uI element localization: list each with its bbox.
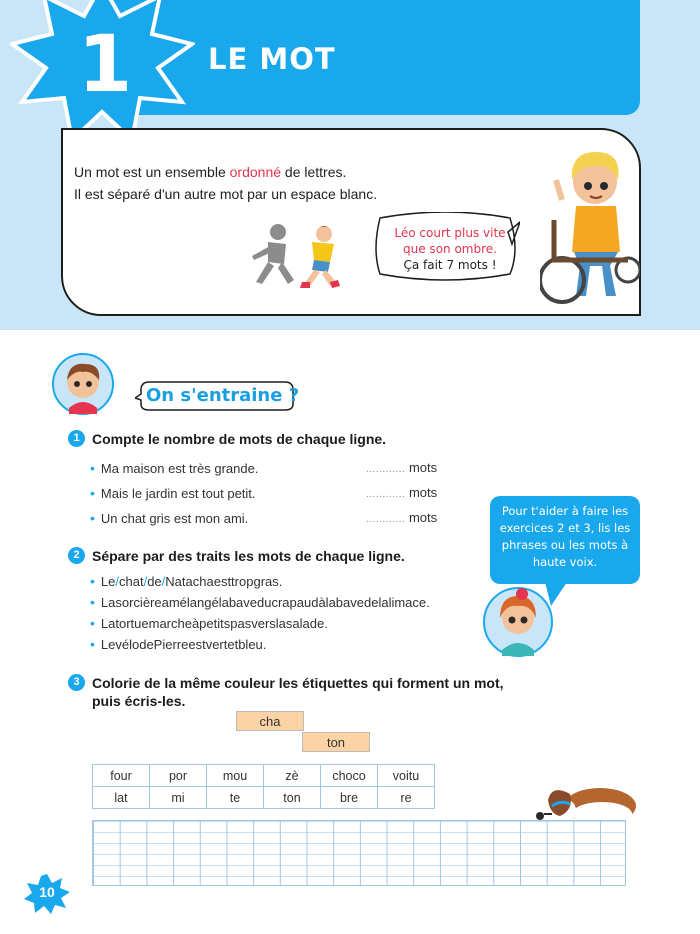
page-number: 10 (39, 884, 55, 900)
boy-wheelchair-illustration (540, 140, 640, 310)
speech-text: Léo court plus vite que son ombre. Ça fait 7 mots ! (394, 226, 506, 272)
syllable-tag[interactable]: voitu (378, 765, 435, 787)
syllable-tag[interactable]: mi (150, 787, 207, 809)
definition-line-1: Un mot est un ensemble ordonné de lettres. (74, 164, 347, 180)
syllable-tag[interactable]: bre (321, 787, 378, 809)
exercise-2-example: • Le/chat/de/Natachaesttropgras. (90, 573, 283, 589)
exercise-1-answer[interactable]: ............ mots (366, 485, 438, 500)
exercise-2-item[interactable]: • Latortuemarcheàpetitspasverslasalade. (90, 615, 328, 631)
exercise-2-item[interactable]: • LevélodePierreestvertetbleu. (90, 636, 267, 652)
exercise-3-title-line-1: Colorie de la même couleur les étiquettes qui forment un mot, (92, 675, 504, 691)
exercise-3-title-line-2: puis écris-les. (92, 693, 186, 709)
definition-line-2: Il est séparé d'un autre mot par un espace blanc. (74, 186, 378, 202)
girl-avatar (478, 578, 556, 658)
running-boy-illustration (238, 222, 348, 292)
example-tag: ton (302, 732, 370, 752)
exercise-2-item[interactable]: • Lasorcièreamélangélabaveducrapaudàlabavedelalimace. (90, 594, 430, 610)
syllable-tag[interactable]: te (207, 787, 264, 809)
syllable-tag[interactable]: ton (264, 787, 321, 809)
exercise-1-item: • Mais le jardin est tout petit. (90, 485, 256, 501)
exercise-1-item: • Ma maison est très grande. (90, 460, 259, 476)
syllable-tag[interactable]: re (378, 787, 435, 809)
exercise-1-item: • Un chat gris est mon ami. (90, 510, 249, 526)
tip-text: Pour t'aider à faire les exercices 2 et 3, lis les phrases ou les mots à haute voix. (499, 504, 631, 569)
syllable-tag[interactable]: lat (93, 787, 150, 809)
chapter-number: 1 (77, 20, 133, 110)
practice-label: On s'entraine ? (146, 385, 300, 406)
chapter-title: LE MOT (208, 42, 336, 76)
example-tag: cha (236, 711, 304, 731)
syllable-table (92, 764, 435, 809)
syllable-tag[interactable]: zè (264, 765, 321, 787)
exercise-2-number: 2 (68, 547, 85, 564)
exercise-1-number: 1 (68, 430, 85, 447)
exercise-1-title: Compte le nombre de mots de chaque ligne. (92, 431, 387, 447)
exercise-2-title: Sépare par des traits les mots de chaque ligne. (92, 548, 405, 564)
exercise-3-number: 3 (68, 674, 85, 691)
writing-grid[interactable] (92, 820, 626, 886)
syllable-tag[interactable]: por (150, 765, 207, 787)
boy-avatar (47, 352, 119, 416)
syllable-tag[interactable]: choco (321, 765, 378, 787)
syllable-tag[interactable]: four (93, 765, 150, 787)
exercise-1-answer[interactable]: ............ mots (366, 510, 438, 525)
exercise-1-answer[interactable]: ............ mots (366, 460, 438, 475)
syllable-tag[interactable]: mou (207, 765, 264, 787)
